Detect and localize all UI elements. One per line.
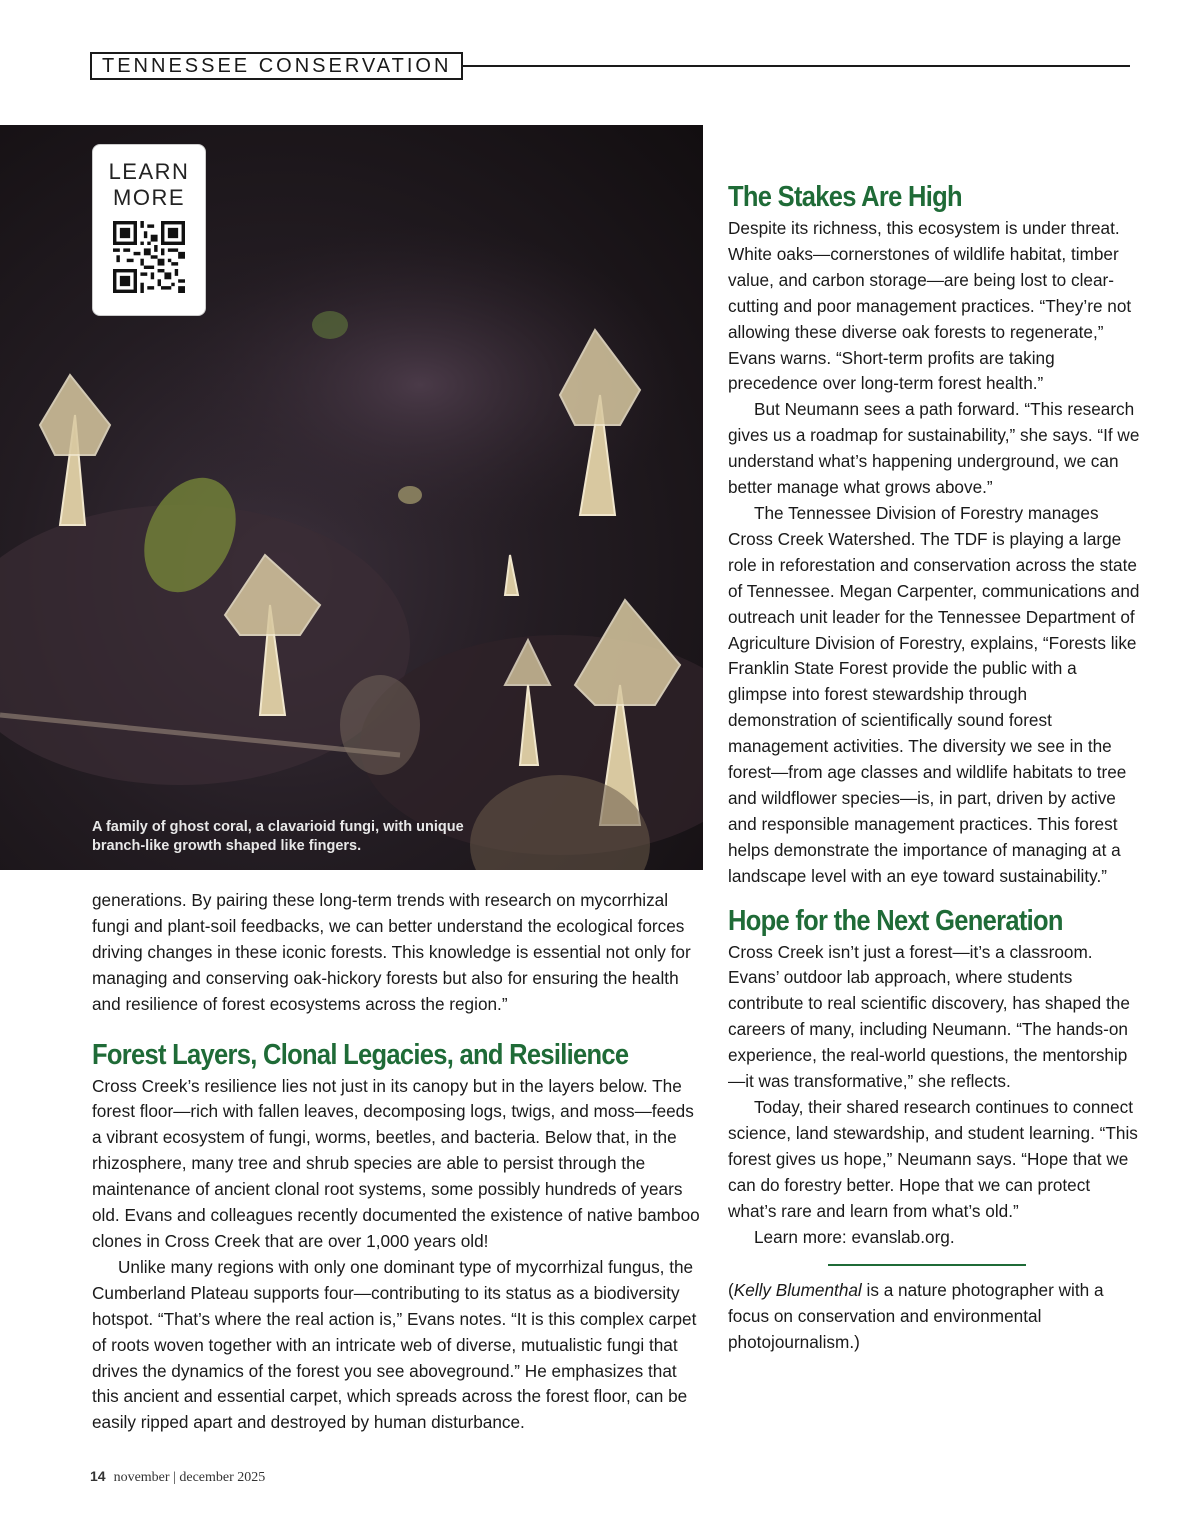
right-column — [728, 180, 1140, 1356]
left-paragraph-1: generations. By pairing these long-term trends with research on mycorrhizal fungi and plant-soil feedbacks, we can better understand the ecological forces driving changes in these iconic forests. This knowledge is essential not only for managing and conserving oak-hickory forests but also for ensuring the health and resilience of forest ecosystems across the region.” — [92, 890, 691, 1014]
heading-hope-next-generation: Hope for the Next Generation — [728, 904, 1063, 937]
left-column — [92, 888, 704, 1436]
learn-more-link[interactable]: Learn more: evanslab.org. — [754, 1226, 955, 1247]
learn-more-qr-card[interactable] — [92, 144, 206, 316]
heading-forest-layers: Forest Layers, Clonal Legacies, and Resilience — [92, 1038, 629, 1071]
page-header — [90, 52, 1130, 80]
bio-author-name: Kelly Blumenthal — [733, 1279, 862, 1300]
author-bio — [728, 1278, 1140, 1356]
right-paragraph-3: The Tennessee Division of Forestry manages Cross Creek Watershed. The TDF is playing a large role in reforestation and conservation across the state of Tennessee. Megan Carpenter, communications and outreach unit leader for the Tennessee Department of Agriculture Division of Forestry, explains, “Forests like Franklin State Forest provide the public with a glimpse into forest stewardship through demonstration of scientifically sound forest management activities. The diversity we see in the forest—from age classes and wildlife habitats to tree and wildflower species—is, in part, driven by active and responsible management practices. This forest helps demonstrate the importance of managing at a landscape level with an eye toward sustainability.” — [728, 502, 1140, 886]
header-rule — [450, 65, 1130, 67]
bio-open-paren: ( — [728, 1279, 734, 1300]
end-rule — [828, 1264, 1026, 1266]
qr-code-icon[interactable] — [113, 221, 185, 293]
right-paragraph-2: But Neumann sees a path forward. “This research gives us a roadmap for sustainability,” she says. “If we understand what’s happening underground, we can better manage what grows above.” — [728, 399, 1140, 498]
issue-date: november | december 2025 — [113, 1470, 266, 1485]
page-footer — [90, 1468, 265, 1486]
right-paragraph-1: Despite its richness, this ecosystem is under threat. White oaks—cornerstones of wildlife habitat, timber value, and carbon storage—are being lost to clear-cutting and poor management practices. “They’re not allowing these diverse oak forests to regenerate,” Evans warns. “Short-term profits are taking precedence over long-term forest health.” — [728, 218, 1132, 394]
photo-caption: A family of ghost coral, a clavarioid fungi, with unique branch-like growth shaped like fingers. — [92, 819, 464, 854]
qr-label-line2: MORE — [113, 185, 185, 210]
qr-label-line1: LEARN — [108, 159, 190, 184]
bio-text: is a nature photographer with a focus on conservation and environmental photojournalism.) — [728, 1279, 1104, 1352]
right-paragraph-4: Cross Creek isn’t just a forest—it’s a classroom. Evans’ outdoor lab approach, where students contribute to real scientific discovery, has shaped the careers of many, including Neumann. “The hands-on experience, the real-world questions, the mentorship—it was transformative,” she reflects. — [728, 941, 1130, 1092]
section-title: TENNESSEE CONSERVATION — [90, 52, 463, 80]
left-paragraph-3: Unlike many regions with only one dominant type of mycorrhizal fungus, the Cumberland Plateau supports four—contributing to its status as a biodiversity hotspot. “That’s where the real action is,” Evans notes. “It is this complex carpet of roots woven together with an intricate web of diverse, mutualistic fungi that drives the dynamics of the forest you see aboveground.” He emphasizes that this ancient and essential carpet, which spreads across the forest floor, can be easily ripped apart and destroyed by human disturbance. — [92, 1256, 697, 1433]
page-number: 14 — [90, 1468, 106, 1484]
left-paragraph-2: Cross Creek’s resilience lies not just in its canopy but in the layers below. The forest floor—rich with fallen leaves, decomposing logs, twigs, and moss—feeds a vibrant ecosystem of fungi, worms, beetles, and bacteria. Below that, in the rhizosphere, many tree and shrub species are able to persist through the maintenance of ancient clonal root systems, some possibly hundreds of years old. Evans and colleagues recently documented the existence of native bamboo clones in Cross Creek that are over 1,000 years old! — [92, 1075, 700, 1251]
right-paragraph-5: Today, their shared research continues to connect science, land stewardship, and student learning. “This forest gives us hope,” Neumann says. “Hope that we can do forestry better. Hope that we can protect what’s rare and learn from what’s old.” — [728, 1097, 1138, 1221]
heading-stakes-are-high: The Stakes Are High — [728, 181, 962, 213]
